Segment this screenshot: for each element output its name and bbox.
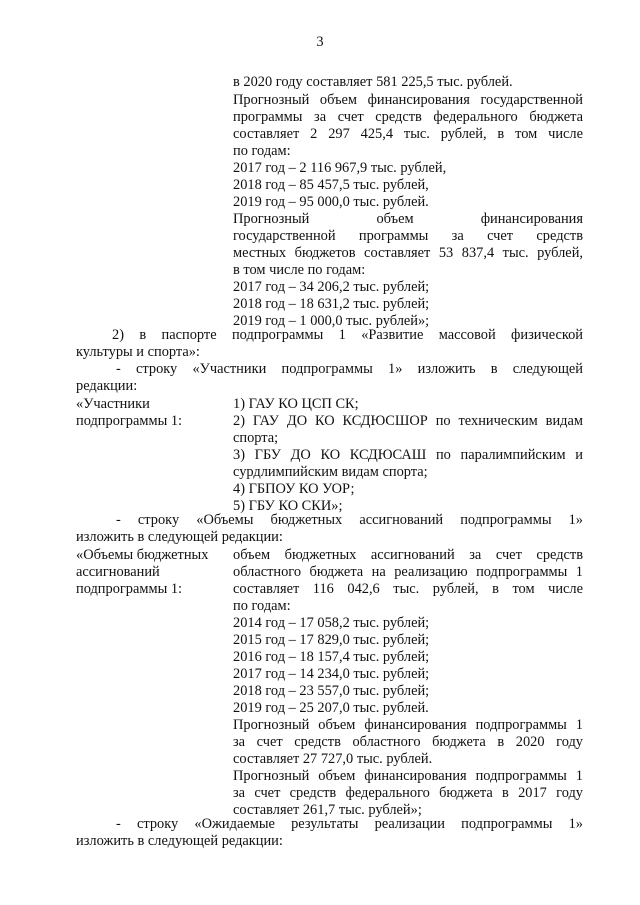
text-line: 2018 год – 18 631,2 тыс. рублей; (233, 296, 430, 312)
text-line: редакции: (76, 378, 138, 394)
text-line: ассигнований (76, 564, 160, 580)
text-line: 4) ГБПОУ КО УОР; (233, 481, 355, 497)
text-line: за счет средств областного бюджета в 2020 году (233, 734, 583, 750)
text-line: по годам: (233, 143, 291, 159)
text-line: 2017 год – 2 116 967,9 тыс. рублей, (233, 160, 447, 176)
text-line: 2017 год – 14 234,0 тыс. рублей; (233, 666, 430, 682)
text-line: - строку «Ожидаемые результаты реализации подпрограммы 1» (116, 816, 583, 832)
text-line: спорта; (233, 430, 279, 446)
text-line: в 2020 году составляет 581 225,5 тыс. рублей. (233, 74, 513, 90)
text-line: составляет 27 727,0 тыс. рублей. (233, 751, 433, 767)
text-line: по годам: (233, 598, 291, 614)
text-line: подпрограммы 1: (76, 581, 183, 597)
text-line: 2018 год – 23 557,0 тыс. рублей; (233, 683, 430, 699)
text-line: составляет 261,7 тыс. рублей»; (233, 802, 422, 818)
text-line: местных бюджетов составляет 53 837,4 тыс. рублей, (233, 245, 583, 261)
text-line: 2015 год – 17 829,0 тыс. рублей; (233, 632, 430, 648)
text-line: «Участники (76, 396, 150, 412)
text-line: культуры и спорта»: (76, 344, 200, 360)
text-line: за счет средств федерального бюджета в 2017 году (233, 785, 583, 801)
text-line: 2019 год – 95 000,0 тыс. рублей. (233, 194, 429, 210)
text-line: 2) ГАУ ДО КО КСДЮСШОР по техническим видам (233, 413, 583, 429)
text-line: государственной программы за счет средств (233, 228, 583, 244)
text-line: объем бюджетных ассигнований за счет средств (233, 547, 583, 563)
text-line: программы за счет средств федерального бюджета (233, 109, 583, 125)
text-line: 2019 год – 25 207,0 тыс. рублей. (233, 700, 429, 716)
text-line: областного бюджета на реализацию подпрограммы 1 (233, 564, 583, 580)
text-line: 5) ГБУ КО СКИ»; (233, 498, 343, 514)
text-line: изложить в следующей редакции: (76, 529, 283, 545)
text-line: изложить в следующей редакции: (76, 833, 283, 849)
text-line: 2018 год – 85 457,5 тыс. рублей, (233, 177, 429, 193)
text-line: 2016 год – 18 157,4 тыс. рублей; (233, 649, 430, 665)
text-line: в том числе по годам: (233, 262, 366, 278)
text-line: «Объемы бюджетных (76, 547, 209, 563)
text-line: составляет 116 042,6 тыс. рублей, в том числе (233, 581, 583, 597)
text-line: сурдлимпийским видам спорта; (233, 464, 428, 480)
text-line: - строку «Участники подпрограммы 1» изложить в следующей (116, 361, 583, 377)
text-line: 2) в паспорте подпрограммы 1 «Развитие массовой физической (112, 327, 583, 343)
text-line: подпрограммы 1: (76, 413, 183, 429)
text-line: Прогнозный объем финансирования (233, 211, 583, 227)
text-line: составляет 2 297 425,4 тыс. рублей, в том числе (233, 126, 583, 142)
text-line: Прогнозный объем финансирования подпрограммы 1 (233, 768, 583, 784)
text-line: 2014 год – 17 058,2 тыс. рублей; (233, 615, 430, 631)
text-line: 2017 год – 34 206,2 тыс. рублей; (233, 279, 430, 295)
text-line: 2019 год – 1 000,0 тыс. рублей»; (233, 313, 430, 329)
text-line: Прогнозный объем финансирования подпрограммы 1 (233, 717, 583, 733)
text-line: 1) ГАУ КО ЦСП СК; (233, 396, 359, 412)
text-line: - строку «Объемы бюджетных ассигнований подпрограммы 1» (116, 512, 583, 528)
text-line: 3) ГБУ ДО КО КСДЮСАШ по паралимпийским и (233, 447, 583, 463)
page-number: 3 (316, 34, 324, 50)
text-line: Прогнозный объем финансирования государственной (233, 92, 583, 108)
